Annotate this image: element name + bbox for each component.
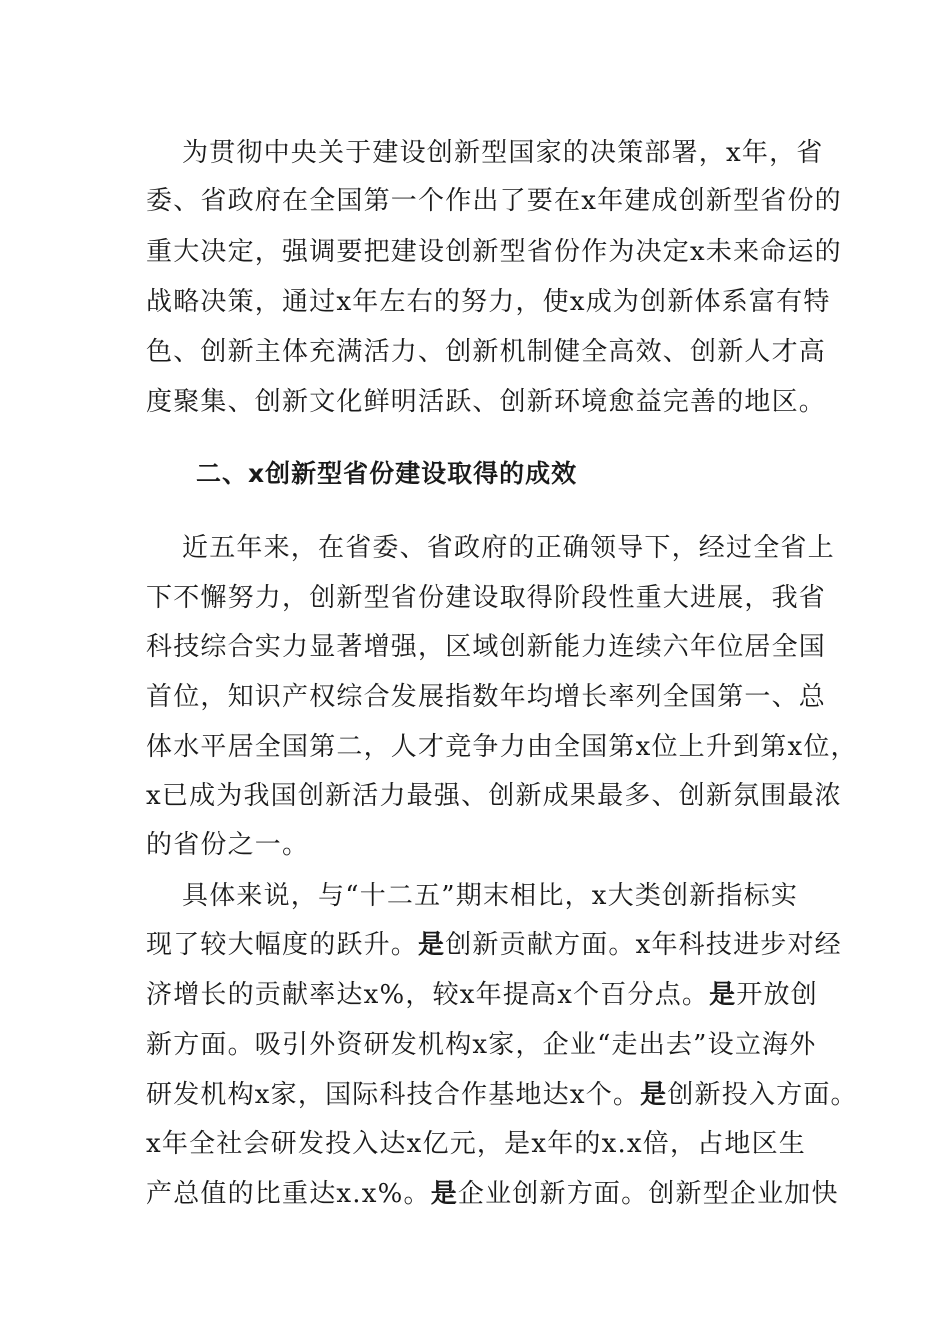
paragraph-3-line-7 [146, 1179, 839, 1209]
emphasis-text: 是 [640, 1080, 668, 1110]
text-segment: 创新贡献方面。x年科技进步对经 [445, 930, 842, 960]
text-segment: 济增长的贡献率达x%，较x年提高x个百分点。 [146, 980, 710, 1010]
paragraph-1-line-3: 重大决定，强调要把建设创新型省份作为决定x未来命运的 [146, 237, 842, 267]
paragraph-2-line-2: 下不懈努力，创新型省份建设取得阶段性重大进展，我省 [146, 583, 827, 613]
text-segment: 研发机构x家，国际科技合作基地达x个。 [146, 1080, 641, 1110]
text-segment: 现了较大幅度的跃升。 [146, 930, 419, 960]
paragraph-3-line-4: 新方面。吸引外资研发机构x家，企业“走出去”设立海外 [146, 1030, 817, 1060]
section-heading: 二、x创新型省份建设取得的成效 [196, 459, 578, 488]
paragraph-1-line-2: 委、省政府在全国第一个作出了要在x年建成创新型省份的 [146, 186, 842, 216]
paragraph-3-line-2 [146, 930, 842, 960]
paragraph-3-line-1: 具体来说，与“十二五”期末相比，x大类创新指标实 [182, 881, 799, 911]
paragraph-2-line-4: 首位，知识产权综合发展指数年均增长率列全国第一、总 [146, 682, 827, 712]
paragraph-1-line-6: 度聚集、创新文化鲜明活跃、创新环境愈益完善的地区。 [146, 387, 827, 417]
paragraph-1-line-1: 为贯彻中央关于建设创新型国家的决策部署，x年，省 [182, 138, 824, 168]
paragraph-3-line-3 [146, 980, 818, 1010]
text-segment: 创新投入方面。 [667, 1080, 858, 1110]
paragraph-2-line-1: 近五年来，在省委、省政府的正确领导下，经过全省上 [182, 533, 835, 563]
text-segment: 开放创 [736, 980, 818, 1010]
paragraph-3-line-5 [146, 1080, 858, 1110]
text-segment: 产总值的比重达x.x%。 [146, 1179, 431, 1209]
emphasis-text: 是 [418, 930, 446, 960]
paragraph-2-line-5: 体水平居全国第二，人才竞争力由全国第x位上升到第x位， [146, 732, 858, 762]
emphasis-text: 是 [709, 980, 737, 1010]
paragraph-2-line-7: 的省份之一。 [146, 830, 310, 860]
text-segment: 企业创新方面。创新型企业加快 [457, 1179, 839, 1209]
paragraph-1-line-4: 战略决策，通过x年左右的努力，使x成为创新体系富有特 [146, 287, 831, 317]
paragraph-3-line-6: x年全社会研发投入达x亿元，是x年的x.x倍，占地区生 [146, 1129, 806, 1159]
paragraph-2-line-3: 科技综合实力显著增强，区域创新能力连续六年位居全国 [146, 632, 827, 662]
paragraph-2-line-6: x已成为我国创新活力最强、创新成果最多、创新氛围最浓 [146, 781, 842, 811]
paragraph-1-line-5: 色、创新主体充满活力、创新机制健全高效、创新人才高 [146, 337, 827, 367]
emphasis-text: 是 [430, 1179, 458, 1209]
